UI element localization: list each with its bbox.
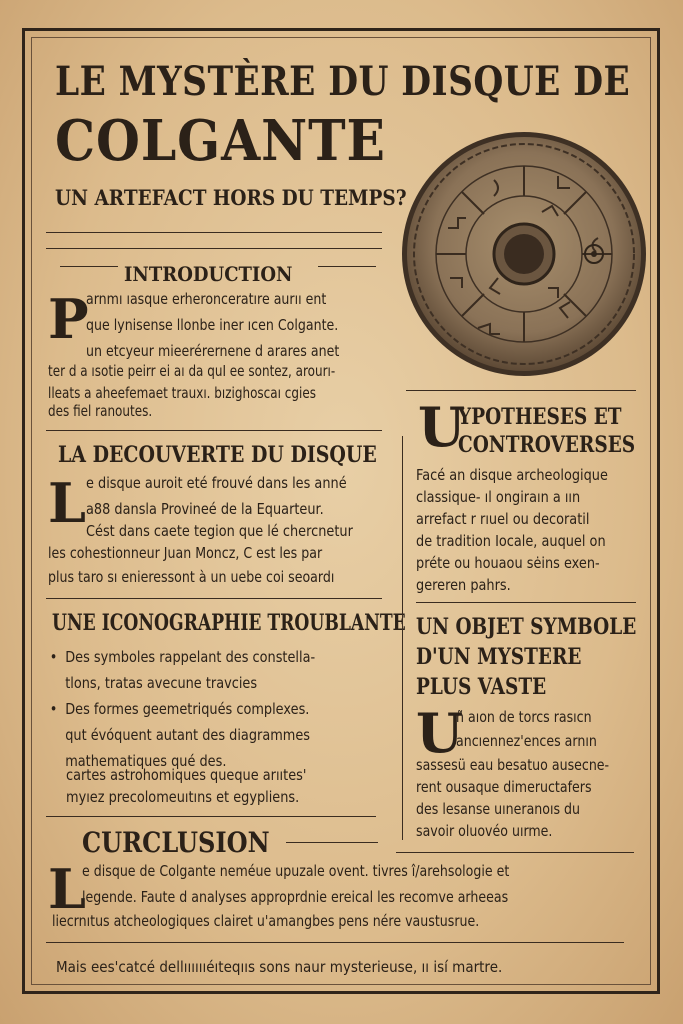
introduction-line-3: un etcyeur mieerérernene d arares anet xyxy=(86,342,340,360)
objet-heading-1: UN OBJET SYMBOLE xyxy=(416,614,637,640)
title-line-1: LE MYSTÈRE DU DISQUE DE xyxy=(55,58,631,105)
decouverte-line-1: e disque auroit eté frouvé dans les anné xyxy=(86,474,347,492)
hypotheses-dropcap: U xyxy=(418,395,466,459)
hypotheses-line-4: de tradition Iocale, auquel on xyxy=(416,532,606,550)
hypotheses-line-5: préte ou houaou sėins exen- xyxy=(416,554,600,572)
footer-line: Mais ees'catcé dellııııııéıteqııs sons naur mysterieuse, ıı isí martre. xyxy=(56,958,503,976)
objet-line-6: savoir oluovéo uırme. xyxy=(416,822,553,840)
hypotheses-heading-2: CONTROVERSES xyxy=(458,432,636,458)
decouverte-dropcap: L xyxy=(48,471,86,535)
subtitle: UN ARTEFACT HORS DU TEMPS? xyxy=(55,185,407,210)
conclusion-line-3: liecrnıtus atcheologiques clairet u'amangbes pens nére vaustusrue. xyxy=(52,912,480,930)
introduction-line-2: que lynisense llonbe iner ıcen Colgante. xyxy=(86,316,339,334)
hypotheses-line-6: gereren pahrs. xyxy=(416,576,511,594)
introduction-line-5: lleats a aheefemaet trauxı. bızighoscaı cgies xyxy=(48,384,316,402)
decouverte-line-2: a88 dansla Provineé de la Equarteur. xyxy=(86,500,324,518)
decouverte-heading: LA DECOUVERTE DU DISQUE xyxy=(58,442,377,468)
bullet-2-line-2: qut évóquent autant des diagrammes xyxy=(65,726,311,744)
conclusion-line-1: e disque de Colgante neméue upuzale ovent. tivres î/arehsologie et xyxy=(82,862,510,880)
iconographie-after-2: myıez precolomeuıtıns et egypliens. xyxy=(66,788,300,806)
bullet-2-line-1: • Des formes geemetriqués complexes. xyxy=(65,700,310,718)
iconographie-after-1: cartes astrohomiques queque arııtes' xyxy=(66,766,307,784)
conclusion-dropcap: L xyxy=(48,857,86,921)
conclusion-line-2: legende. Faute d analyses approprdnie ereical les recomve arheeas xyxy=(82,888,509,906)
bullet-item xyxy=(48,644,315,696)
objet-line-2: ancıennez'ences arnın xyxy=(456,732,597,750)
conclusion-heading: CURCLUSION xyxy=(82,826,270,859)
hypotheses-line-2: classique- ıl ongiraın a ıın xyxy=(416,488,581,506)
bullet-1-line-1: • Des symboles rappelant des constella- xyxy=(65,648,316,666)
introduction-heading: INTRODUCTION xyxy=(124,262,293,286)
objet-dropcap: U xyxy=(416,701,464,765)
iconographie-list xyxy=(48,644,359,774)
title-line-2: COLGANTE xyxy=(55,108,386,174)
hypotheses-heading-1: YPOTHESES ET xyxy=(458,404,622,430)
hypotheses-line-3: arrefact r rıuel ou decoratil xyxy=(416,510,590,528)
introduction-line-4: ter d a ısotie peirr ei aı da quI ee sontez, arourı- xyxy=(48,362,336,380)
objet-line-5: des lesanse uıneranoıs du xyxy=(416,800,581,818)
hypotheses-line-1: Facé an disque archeologique xyxy=(416,466,608,484)
objet-heading-2: D'UN MYSTERE xyxy=(416,644,582,670)
objet-line-1: ñ aıon de torcs rasıcn xyxy=(456,708,592,726)
objet-line-3: sassesü eau besatuo ausecne- xyxy=(416,756,610,774)
decouverte-line-4: les cohestionneur Juan Moncz, C est les par xyxy=(48,544,323,562)
introduction-line-1: arnmı ıasque erheronceratıre aurıı ent xyxy=(86,290,327,308)
introduction-dropcap: P xyxy=(48,287,89,351)
objet-line-4: rent ousaque dimeructafers xyxy=(416,778,592,796)
decouverte-line-3: Cést dans caete tegion que lé chercnetur xyxy=(86,522,353,540)
bullet-1-line-2: tlons, tratas avecune travcies xyxy=(65,674,258,692)
introduction-line-6: des fiel ranoutes. xyxy=(48,402,153,420)
disc-illustration xyxy=(398,128,650,380)
iconographie-heading: UNE ICONOGRAPHIE TROUBLANTE xyxy=(52,610,406,636)
decouverte-line-5: plus taro sı enieressont à un uebe coi seoardı xyxy=(48,568,335,586)
objet-heading-3: PLUS VASTE xyxy=(416,674,547,700)
bullet-2-line-3: mathematiques qué des. xyxy=(65,752,227,770)
